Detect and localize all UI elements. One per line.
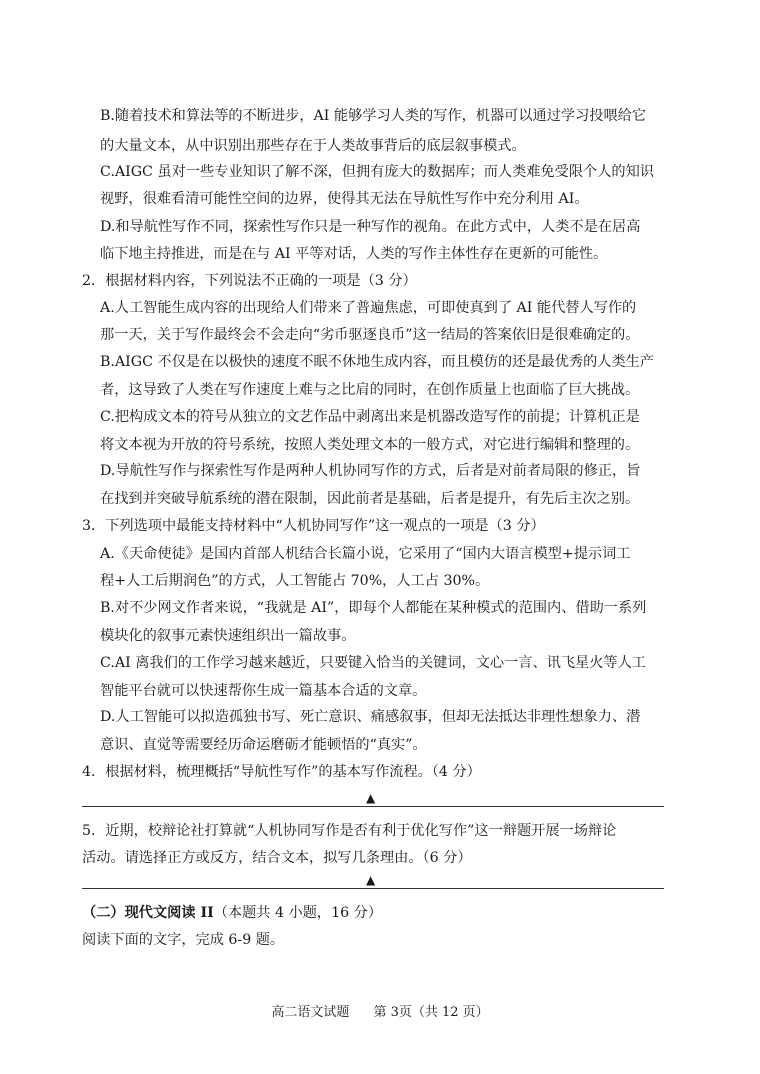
q2-option-a-line1: A.人工智能生成内容的出现给人们带来了普遍焦虑，可即使真到了 AI 能代替人写作的: [100, 300, 637, 316]
answer-line-q4: [82, 806, 664, 807]
q3-option-b-line1: B.对不少网文作者来说，“我就是 AI”，即每个人都能在某种模式的范围内、借助一系列: [100, 600, 647, 616]
option-b-line1: B.随着技术和算法等的不断进步，AI 能够学习人类的写作，机器可以通过学习投喂给它: [100, 108, 647, 124]
page-footer: [0, 1001, 760, 1020]
option-c-line1: C.AIGC 虽对一些专业知识了解不深，但拥有庞大的数据库；而人类难免受限个人的知识: [100, 164, 654, 180]
footer-page-number: 第 3页（共 12 页）: [373, 1005, 489, 1020]
answer-triangle-icon: ▲: [366, 791, 376, 805]
question-4-stem: 4．根据材料，梳理概括“导航性写作”的基本写作流程。（4 分）: [82, 764, 481, 780]
question-2-stem: 2．根据材料内容，下列说法不正确的一项是（3 分）: [82, 273, 417, 289]
q2-option-a-line2: 那一天，关于写作最终会不会走向“劣币驱逐良币”这一结局的答案依旧是很难确定的。: [100, 327, 640, 343]
option-c-line2: 视野，很难看清可能性空间的边界，使得其无法在导航性写作中充分利用 AI。: [100, 191, 589, 207]
q3-option-b-line2: 模块化的叙事元素快速组织出一篇故事。: [100, 628, 356, 644]
q3-option-d-line2: 意识、直觉等需要经历命运磨砺才能顿悟的“真实”。: [100, 737, 427, 753]
q2-option-b-line1: B.AIGC 不仅是在以极快的速度不眠不休地生成内容，而且模仿的还是最优秀的人类生产: [100, 354, 655, 370]
q3-option-a-line1: A.《天命使徒》是国内首部人机结合长篇小说，它采用了“国内大语言模型+提示词工: [100, 546, 631, 562]
q3-option-c-line2: 智能平台就可以快速帮你生成一篇基本合适的文章。: [100, 683, 427, 699]
q3-option-a-line2: 程+人工后期润色”的方式，人工智能占 70%，人工占 30%。: [100, 573, 490, 589]
section-heading: [82, 904, 382, 922]
q3-option-c-line1: C.AI 离我们的工作学习越来越近，只要键入恰当的关键词，文心一言、讯飞星火等人工: [100, 655, 646, 671]
option-d-line2: 临下地主持推进，而是在与 AI 平等对话，人类的写作主体性存在更新的可能性。: [100, 246, 608, 262]
q2-option-d-line1: D.导航性写作与探索性写作是两种人机协同写作的方式，后者是对前者局限的修正，旨: [100, 463, 641, 479]
option-d-line1: D.和导航性写作不同，探索性写作只是一种写作的视角。在此方式中，人类不是在居高: [100, 219, 641, 235]
q3-option-d-line1: D.人工智能可以拟造孤独书写、死亡意识、痛感叙事，但却无法抵达非理性想象力、潜: [100, 709, 641, 725]
q2-option-b-line2: 者，这导致了人类在写作速度上难与之比肩的同时，在创作质量上也面临了巨大挑战。: [100, 382, 640, 398]
footer-subject: 高二语文试题: [271, 1005, 350, 1020]
question-5-line2: 活动。请选择正方或反方，结合文本，拟写几条理由。（6 分）: [82, 850, 472, 866]
answer-line-q5: [82, 888, 664, 889]
q2-option-d-line2: 在找到并突破导航系统的潜在限制，因此前者是基础，后者是提升，有先后主次之别。: [100, 491, 640, 507]
question-3-stem: 3．下列选项中最能支持材料中“人机协同写作”这一观点的一项是（3 分）: [82, 518, 545, 534]
q2-option-c-line2: 将文本视为开放的符号系统，按照人类处理文本的一般方式，对它进行编辑和整理的。: [100, 437, 640, 453]
section-title: （二）现代文阅读 II: [82, 905, 214, 921]
section-instruction: 阅读下面的文字，完成 6-9 题。: [82, 932, 285, 948]
section-note: （本题共 4 小题，16 分）: [213, 905, 383, 921]
q2-option-c-line1: C.把构成文本的符号从独立的文艺作品中剥离出来是机器改造写作的前提；计算机正是: [100, 409, 640, 425]
question-5-line1: 5．近期，校辩论社打算就“人机协同写作是否有利于优化写作”这一辩题开展一场辩论: [82, 823, 617, 839]
option-b-line2: 的大量文本，从中识别出那些存在于人类故事背后的底层叙事模式。: [100, 138, 526, 154]
answer-triangle-icon: ▲: [366, 873, 376, 887]
